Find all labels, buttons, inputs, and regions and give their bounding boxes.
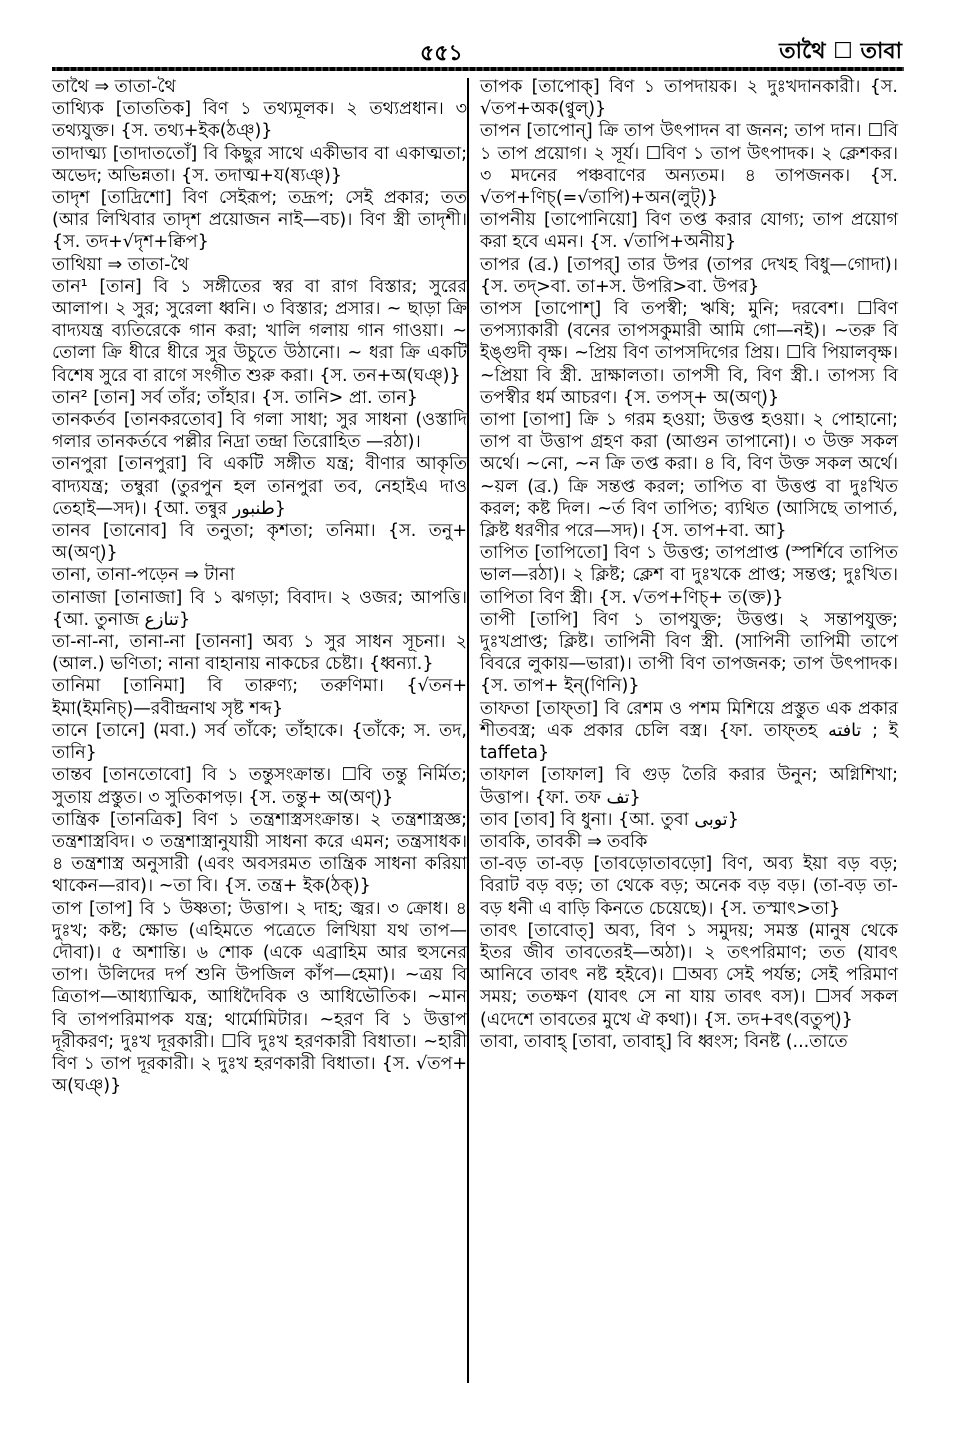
entry: তাপিত [তাপিতো] বিণ ১ উত্তপ্ত; তাপপ্রাপ্ত (স্পর্শিবে তাপিত ভাল—রঠা)। ২ ক্লিষ্ট; ক্লেশ বা দুঃখকে প্রাপ্ত; সন্তপ্ত; দুঃখিত। তাপিতা বিণ স্ত্রী। {স. √তপ+ণিচ্+ ত(ক্ত)} (480, 543, 898, 608)
guide-words: তাথৈ ☐ তাবা (779, 39, 902, 64)
entry: তাফতা [তাফ্তা] বি রেশম ও পশম মিশিয়ে প্রস্তুত এক প্রকার শীতবস্ত্র; এক প্রকার চেলি বস্ত্র। {ফা. তাফ্তহ تافته ; ই taffeta} (480, 698, 899, 764)
entry: তাথিয়া ⇒ তাতা-থৈ (52, 254, 189, 275)
entry: তাথ্যিক [তাততিক] বিণ ১ তথ্যমূলক। ২ তথ্যপ্রধান। ৩ তথ্যযুক্ত। {স. তথ্য+ইক(ঠঞ্)} (52, 99, 467, 142)
page-number: ৫৫১ (420, 41, 463, 66)
entry: তানে [তানে] (মবা.) সর্ব তাঁকে; তাঁহাকে। {তাঁকে; স. তদ, তানি} (52, 720, 467, 764)
column-divider (467, 78, 469, 1383)
entry: তাদৃশ [তাদ্রিশো] বিণ সেইরূপ; তদ্রূপ; সেই প্রকার; তত (আর লিখিবার তাদৃশ প্রয়োজন নাই—বচ)। বিণ স্ত্রী তাদৃশী। {স. তদ+√দৃশ+ক্বিপ} (52, 188, 467, 253)
entry: তান্ত্রিক [তানত্রিক] বিণ ১ তন্ত্রশাস্ত্রসংক্রান্ত। ২ তন্ত্রশাস্ত্রজ্ঞ; তন্ত্রশাস্ত্রবিদ। ৩ তন্ত্রশাস্ত্রানুযায়ী সাধনা করে এমন; তন্ত্রসাধক। ৪ তন্ত্রশাস্ত্র অনুসারী (এবং অবসরমত তান্ত্রিক সাধনা করিয়া থাকেন—রাব)। ~তা বি। {স. তন্ত্র+ ইক(ঠক্)} (52, 809, 467, 897)
page-header (0, 30, 960, 66)
entry: তাপর (ব্র.) [তাপর্] তার উপর (তাপর দেখহ বিধু—গোদা)। {স. তদ্>বা. তা+স. উপরি>বা. উপর} (480, 254, 898, 297)
right-column (480, 76, 898, 1053)
entry: তান্তব [তানতোবো] বি ১ তন্তুসংক্রান্ত। ☐বি তন্তু নির্মিত; সুতায় প্রস্তুত। ৩ সুতিকাপড়। {স. তন্তু+ অ(অণ্)} (52, 765, 467, 808)
entry: তাবকি, তাবকী ⇒ তবকি (480, 831, 648, 852)
entry: তানপুরা [তানপুরা] বি একটি সঙ্গীত যন্ত্র; বীণার আকৃতি বাদ্যযন্ত্র; তম্বুরা (তুরপুন হল তানপুরা তব, নেহাইএ দাও তেহাই—সদ)। {আ. তন্বুর طنبور} (52, 454, 467, 519)
entry: তাপা [তাপা] ক্রি ১ গরম হওয়া; উত্তপ্ত হওয়া। ২ পোহানো; তাপ বা উত্তাপ গ্রহণ করা (আগুন তাপানো)। ৩ উক্ত সকল অর্থে। ~নো, ~ন ক্রি তপ্ত করা। ৪ বি, বিণ উক্ত সকল অর্থে। ~য়ল (ব্র.) ক্রি সন্তপ্ত করল; তাপিত বা উত্তপ্ত বা দুঃখিত করল; কষ্ট দিল। ~র্ত বিণ তাপিত; ব্যথিত (আসিছে তাপার্ত, ক্লিষ্ট ধরণীর পরে—সদ)। {স. তাপ+বা. আ} (480, 410, 898, 542)
entry: তাবৎ [তাবোত্] অব্য, বিণ ১ সমুদয়; সমস্ত (মানুষ থেকে ইতর জীব তাবতেরই—অঠা)। ২ তৎপরিমাণ; তত (যাবৎ আনিবে তাবৎ নষ্ট হইবে)। ☐অব্য সেই পর্যন্ত; সেই পরিমাণ সময়; ততক্ষণ (যাবৎ সে না যায় তাবৎ বস)। ☐সর্ব সকল (এদেশে তাবতের মুখে ঐ কথা)। {স. তদ+বৎ(বতুপ্)} (480, 920, 898, 1030)
entry: তান² [তান] সর্ব তাঁর; তাঁহার। {স. তানি> প্রা. তান} (52, 387, 418, 408)
entry: তাফাল [তাফাল] বি গুড় তৈরি করার উনুন; অগ্নিশিখা; উত্তাপ। {ফা. তফ تف} (480, 765, 898, 808)
entry: তান¹ [তান] বি ১ সঙ্গীতের স্বর বা রাগ বিস্তার; সুরের আলাপ। ২ সুর; সুরেলা ধ্বনি। ৩ বিস্তার; প্রসার। ~ ছাড়া ক্রি বাদ্যযন্ত্র ব্যতিরেকে গান করা; খালি গলায় গান গাওয়া। ~ তোলা ক্রি ধীরে ধীরে সুর উচুতে উঠানো। ~ ধরা ক্রি একটি বিশেষ সুরে বা রাগে সংগীত শুরু করা। {স. তন+অ(ঘঞ্)} (52, 276, 467, 386)
entry: তাথৈ ⇒ তাতা-থৈ (52, 77, 176, 97)
entry: তাপক [তাপোক্] বিণ ১ তাপদায়ক। ২ দুঃখদানকারী। {স. √তপ+অক(ণ্বুল্)} (480, 77, 898, 120)
entry: তাপস [তাপোশ্] বি তপস্বী; ঋষি; মুনি; দরবেশ। ☐বিণ তপস্যাকারী (বনের তাপসকুমারী আমি গো—নই)। ~তরু বি ইঙ্গুদী বৃক্ষ। ~প্রিয় বিণ তাপসদিগের প্রিয়। ☐বি পিয়ালবৃক্ষ। ~প্রিয়া বি স্ত্রী. দ্রাক্ষালতা। তাপসী বি, বিণ স্ত্রী.। তাপস্য বি তপস্বীর ধর্ম আচরণ। {স. তপস্+ অ(অণ্)} (480, 299, 898, 408)
header-rule (52, 67, 904, 71)
left-column (52, 76, 467, 1097)
entry: তা-না-না, তানা-না [তাননা] অব্য ১ সুর সাধন সূচনা। ২ (আল.) ভণিতা; নানা বাহানায় নাকচের চেষ্টা। {ধ্বন্যা.} (52, 632, 467, 675)
entry: তাপন [তাপোন্] ক্রি তাপ উৎপাদন বা জনন; তাপ দান। ☐বি ১ তাপ প্রয়োগ। ২ সূর্য। ☐বিণ ১ তাপ উৎপাদক। ২ ক্লেশকর। ৩ মদনের পঞ্চবাণের অন্যতম। ৪ তাপজনক। {স. √তপ+ণিচ্(=√তাপি)+অন(লুট্)} (480, 121, 898, 209)
entry: তানিমা [তানিমা] বি তারুণ্য; তরুণিমা। {√তন+ ইমা(ইমনিচ্)—রবীন্দ্রনাথ সৃষ্ট শব্দ} (52, 676, 467, 719)
entry: তাবা, তাবাহ্ [তাবা, তাবাহ্] বি ধ্বংস; বিনষ্ট (...তাতে (480, 1031, 848, 1052)
entry: তাপনীয় [তাপোনিয়ো] বিণ তপ্ত করার যোগ্য; তাপ প্রয়োগ করা হবে এমন। {স. √তাপি+অনীয়} (480, 210, 898, 253)
entry: তানব [তানোব] বি তনুতা; কৃশতা; তনিমা। {স. তনু+ অ(অণ্)} (52, 521, 467, 564)
entry: তা-বড় তা-বড় [তাবড়োতাবড়ো] বিণ, অব্য ইয়া বড় বড়; বিরাট বড় বড়; তা থেকে বড়; অনেক বড় বড়। (তা-বড় তা-বড় ধনী এ বাড়ি কিনতে চেয়েছে)। {স. তস্মাৎ>তা} (480, 854, 898, 919)
entry: তাপ [তাপ] বি ১ উষ্ণতা; উত্তাপ। ২ দাহ; জ্বর। ৩ ক্রোধ। ৪ দুঃখ; কষ্ট; ক্ষোভ (এহিমতে পত্রেতে লিখিয়া যথ তাপ—দৌবা)। ৫ অশান্তি। ৬ শোক (একে এব্রাহিম আর হুসনের তাপ। উলিদের দর্প শুনি উপজিল কাঁপ—হেমা)। ~ত্রয় বি ত্রিতাপ—আধ্যাত্মিক, আধিদৈবিক ও আধিভৌতিক। ~মান বি তাপপরিমাপক যন্ত্র; থার্মোমিটার। ~হরণ বি ১ উত্তাপ দূরীকরণ; দুঃখ দূরকারী। ☐বি দুঃখ হরণকারী বিধাতা। ~হারী বিণ ১ তাপ দূরকারী। ২ দুঃখ হরণকারী বিধাতা। {স. √তপ+ অ(ঘঞ্)} (52, 898, 467, 1097)
entry: তানকর্তব [তানকরতোব] বি গলা সাধা; সুর সাধনা (ওস্তাদি গলার তানকর্তবে পল্লীর নিদ্রা তন্দ্রা তিরোহিত —রঠা)। (52, 410, 467, 453)
entry: তাদাত্ম্য [তাদাততোঁ] বি কিছুর সাথে একীভাব বা একাত্মতা; অভেদ; অভিন্নতা। {স. তদাত্ম+য(ষ্যঞ্)} (52, 143, 467, 186)
entry: তাব [তাব] বি ধুনা। {আ. তুবা توبى} (480, 809, 739, 830)
entry: তানা, তানা-পড়েন ⇒ টানা (52, 565, 235, 586)
entry: তাপী [তাপি] বিণ ১ তাপযুক্ত; উত্তপ্ত। ২ সন্তাপযুক্ত; দুঃখপ্রাপ্ত; ক্লিষ্ট। তাপিনী বিণ স্ত্রী. (সাপিনী তাপিমী তাপে বিবরে লুকায়—ভারা)। তাপী বিণ তাপজনক; তাপ উৎপাদক। {স. তাপ+ ইন্(ণিনি)} (480, 609, 898, 697)
entry: তানাজা [তানাজা] বি ১ ঝগড়া; বিবাদ। ২ ওজর; আপত্তি। {আ. তুনাজ تنازع} (52, 587, 467, 630)
